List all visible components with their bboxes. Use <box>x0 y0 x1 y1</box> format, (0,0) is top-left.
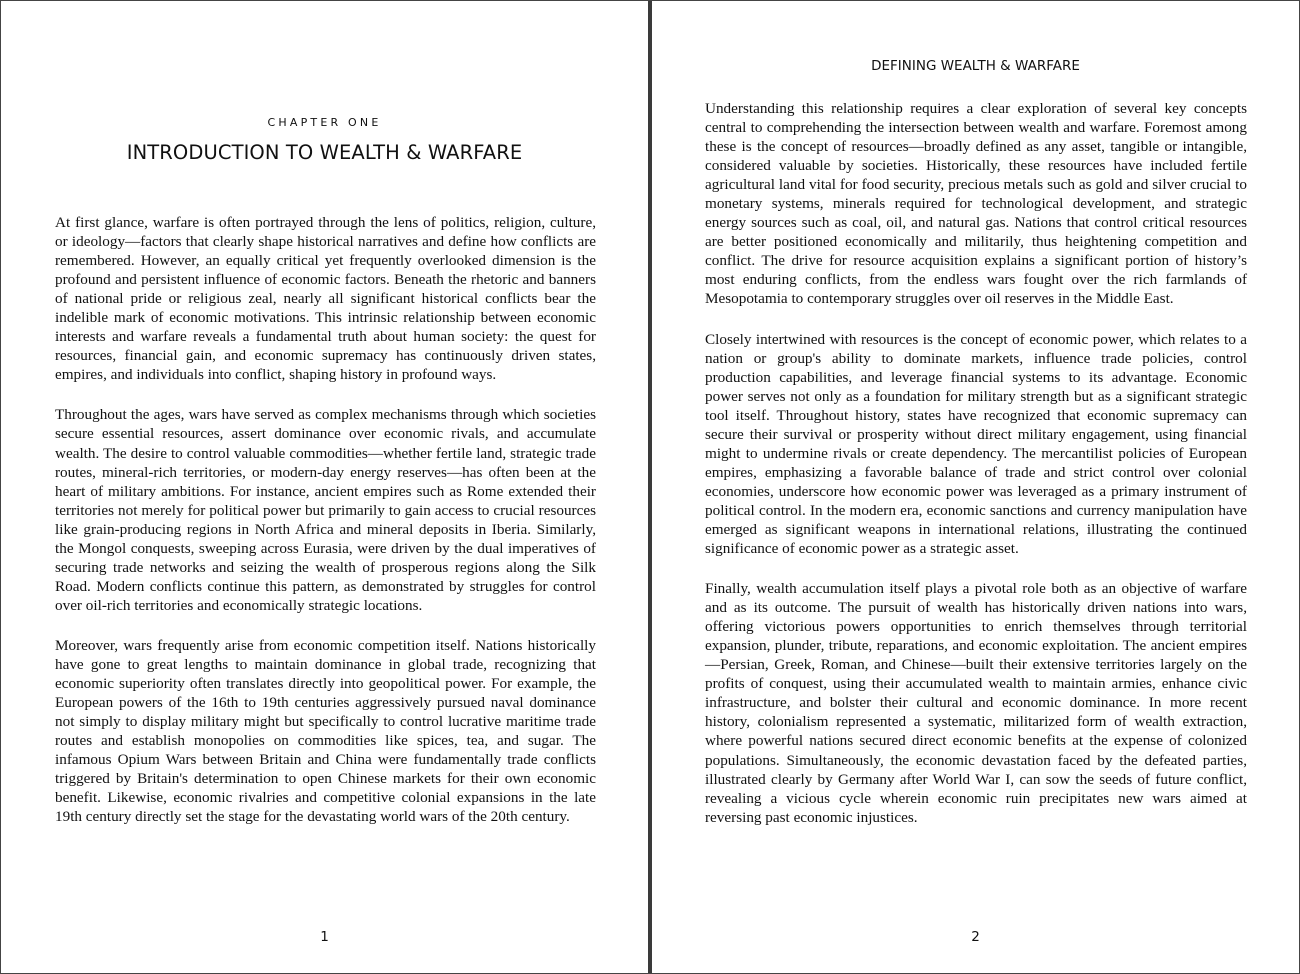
paragraph: Finally, wealth accumulation itself plays a pivotal role both as an objective of warfare and as its outcome. The pursuit of wealth has historically driven nations into wars, offering victorious powers opportunities to enrich themselves through territorial expansion, plunder, tribute, reparations, and economic exploitation. The ancient empires—Persian, Greek, Roman, and Chinese—built their extensive territories largely on the profits of conquest, using their accumulated wealth to maintain armies, enhance civic infrastructure, and bolster their cultural and economic dominance. In more recent history, colonialism represented a systematic, militarized form of wealth extraction, where powerful nations secured direct economic benefits at the expense of colonized populations. Simultaneously, the economic devastation faced by the defeated parties, illustrated clearly by Germany after World War I, can sow the seeds of future conflict, revealing a vicious cycle wherein economic ruin precipitates new wars aimed at reversing past economic injustices. <box>705 580 1247 826</box>
paragraph: At first glance, warfare is often portrayed through the lens of politics, religion, culture, or ideology—factors that clearly shape historical narratives and define how conflicts are remembered. However, an equally critical yet frequently overlooked dimension is the profound and persistent influence of economic factors. Beneath the rhetoric and banners of national pride or religious zeal, nearly all significant historical conflicts bear the indelible mark of economic motivations. This intrinsic relationship between economic interests and warfare reveals a fundamental truth about human society: the quest for resources, financial gain, and economic supremacy has continuously driven states, empires, and individuals into conflict, shaping history in profound ways. <box>55 214 596 384</box>
paragraph: Understanding this relationship requires a clear exploration of several key concepts central to comprehending the intersection between wealth and warfare. Foremost among these is the concept of resources—broadly defined as any asset, tangible or intangible, considered valuable by societies. Historically, these resources have included fertile agricultural land vital for food security, precious metals such as gold and silver crucial to monetary systems, minerals required for technological development, and strategic energy sources such as coal, oil, and natural gas. Nations that control critical resources are better positioned economically and militarily, thus heightening competition and conflict. The drive for resource acquisition explains a significant portion of history’s most enduring conflicts, from the endless wars fought over the rich farmlands of Mesopotamia to contemporary struggles over oil reserves in the Middle East. <box>705 100 1247 308</box>
page-number: 2 <box>971 929 980 945</box>
chapter-label: CHAPTER ONE <box>267 116 382 129</box>
left-page <box>1 1 648 973</box>
paragraph: Moreover, wars frequently arise from economic competition itself. Nations historically have gone to great lengths to maintain dominance in global trade, recognizing that economic superiority often translates directly into geopolitical power. For example, the European powers of the 16th to 19th centuries aggressively pursued naval dominance not simply to display military might but specifically to control lucrative maritime trade routes and establish monopolies on commodities like spices, tea, and sugar. The infamous Opium Wars between Britain and China were fundamentally trade conflicts triggered by Britain's determination to open Chinese markets for their own economic benefit. Likewise, economic rivalries and competitive colonial expansions in the late 19th century directly set the stage for the devastating world wars of the 20th century. <box>55 636 596 826</box>
right-page-body <box>705 99 1247 848</box>
chapter-title: INTRODUCTION TO WEALTH & WARFARE <box>126 141 523 164</box>
right-page <box>652 1 1299 973</box>
paragraph: Throughout the ages, wars have served as complex mechanisms through which societies secure essential resources, assert dominance over economic rivals, and accumulate wealth. The desire to control valuable commodities—whether fertile land, strategic trade routes, mineral-rich territories, or modern-day energy reserves—has often been at the heart of military ambitions. For instance, ancient empires such as Rome extended their territories not merely for political power but primarily to gain access to crucial resources like grain-producing regions in North Africa and mineral deposits in Iberia. Similarly, the Mongol conquests, sweeping across Eurasia, were driven by the dual imperatives of securing trade networks and seizing the wealth of prosperous regions along the Silk Road. Modern conflicts continue this pattern, as demonstrated by struggles for control over oil-rich territories and economically strategic locations. <box>55 406 596 614</box>
page-number: 1 <box>320 929 329 945</box>
running-head: DEFINING WEALTH & WARFARE <box>871 58 1080 74</box>
paragraph: Closely intertwined with resources is the concept of economic power, which relates to a nation or group's ability to dominate markets, influence trade policies, control production capabilities, and leverage financial systems to its advantage. Economic power serves not only as a foundation for military strength but as a significant strategic tool itself. Throughout history, states have recognized that economic supremacy can secure their survival or prosperity without direct military engagement, using financial might to undermine rivals or create dependency. The mercantilist policies of European empires, emphasizing a favorable balance of trade and strict control over colonial economies, underscore how economic power was leveraged as a primary instrument of political control. In the modern era, economic sanctions and currency manipulation have emerged as significant weapons in international relations, illustrating the continued significance of economic power as a strategic asset. <box>705 330 1247 558</box>
left-page-body <box>55 213 596 847</box>
